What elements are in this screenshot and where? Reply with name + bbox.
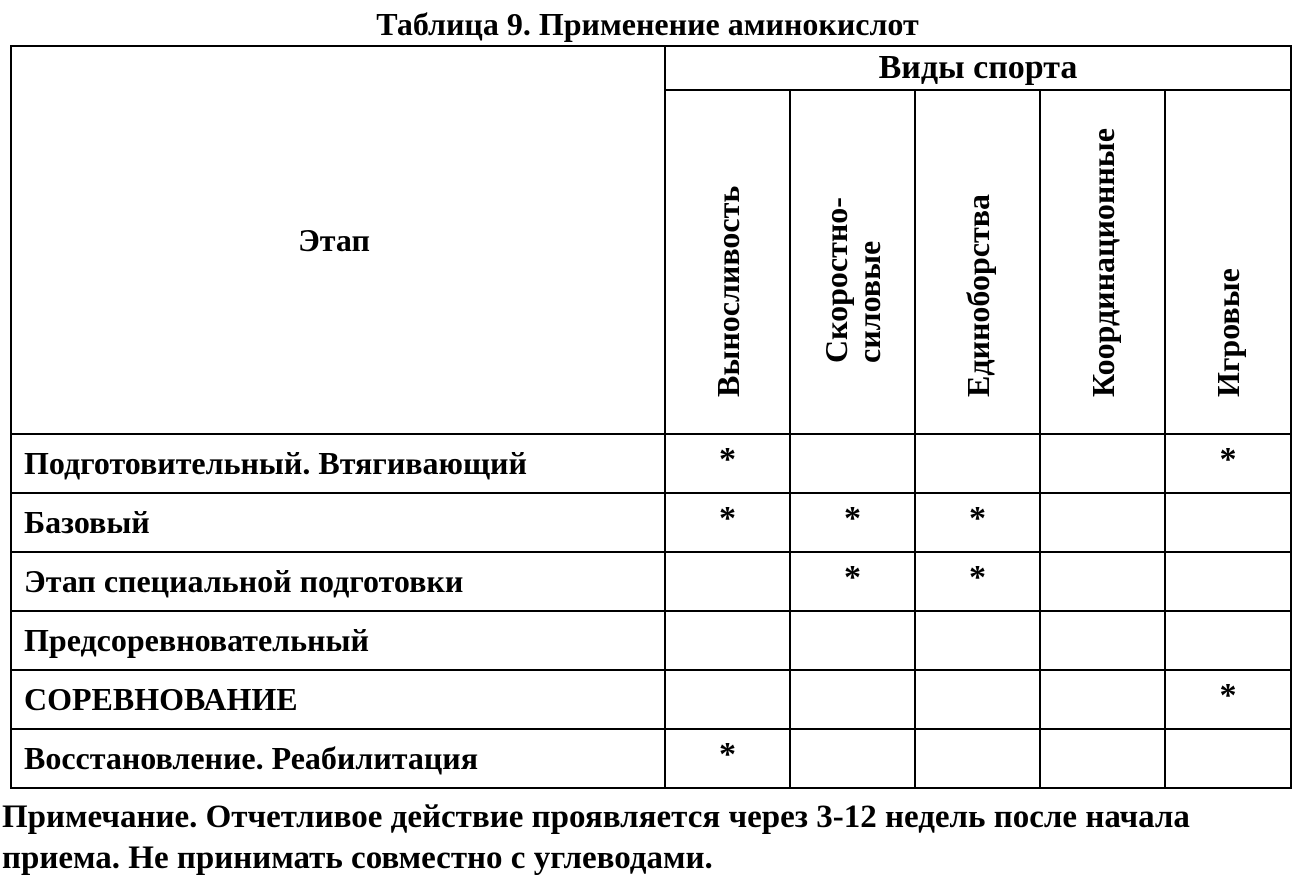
table-cell — [1040, 729, 1165, 788]
table-cell — [915, 729, 1040, 788]
asterisk-mark: * — [844, 558, 861, 596]
asterisk-mark: * — [1219, 440, 1237, 478]
stage-label: Восстановление. Реабилитация — [11, 729, 665, 788]
sport-header-label: Единоборства — [959, 194, 996, 397]
table-row — [11, 611, 1291, 670]
table-cell — [790, 552, 915, 611]
asterisk-mark: * — [719, 499, 736, 537]
sport-header-martial-arts — [915, 90, 1040, 434]
table-cell — [1165, 552, 1291, 611]
table-cell — [790, 670, 915, 729]
table-cell — [790, 493, 915, 552]
table-cell — [790, 434, 915, 493]
stage-label: СОРЕВНОВАНИЕ — [11, 670, 665, 729]
table-cell — [915, 434, 1040, 493]
sport-header-endurance — [665, 90, 790, 434]
table-cell — [665, 729, 790, 788]
table-cell — [915, 611, 1040, 670]
asterisk-mark: * — [1219, 676, 1237, 714]
sport-header-label — [817, 113, 887, 363]
table-row — [11, 670, 1291, 729]
table-cell — [665, 434, 790, 493]
table-cell — [665, 552, 790, 611]
asterisk-mark: * — [844, 499, 861, 537]
stage-label: Базовый — [11, 493, 665, 552]
stage-label: Предсоревновательный — [11, 611, 665, 670]
table-cell — [665, 670, 790, 729]
table-cell — [665, 493, 790, 552]
stage-label: Этап специальной подготовки — [11, 552, 665, 611]
table-cell — [665, 611, 790, 670]
table-cell — [1165, 434, 1291, 493]
table-cell — [1040, 670, 1165, 729]
stage-column-header: Этап — [11, 46, 665, 434]
asterisk-mark: * — [719, 735, 736, 773]
sport-header-games — [1165, 90, 1291, 434]
sport-header-label: Выносливость — [709, 185, 746, 397]
table-row — [11, 552, 1291, 611]
table-cell — [1040, 434, 1165, 493]
table-cell — [1040, 552, 1165, 611]
table-cell — [790, 729, 915, 788]
asterisk-mark: * — [969, 499, 986, 537]
table-cell — [1165, 729, 1291, 788]
amino-acid-table — [10, 45, 1292, 789]
table-row — [11, 434, 1291, 493]
table-row — [11, 493, 1291, 552]
sport-header-label: Координационные — [1084, 128, 1121, 397]
sport-header-line: силовые — [850, 240, 887, 363]
table-cell — [790, 611, 915, 670]
table-cell — [1040, 493, 1165, 552]
table-row — [11, 729, 1291, 788]
asterisk-mark: * — [969, 558, 986, 596]
table-cell — [1165, 611, 1291, 670]
table-cell — [915, 493, 1040, 552]
sport-header-coordination — [1040, 90, 1165, 434]
table-cell — [1165, 493, 1291, 552]
sport-header-speed-strength — [790, 90, 915, 434]
table-title: Таблица 9. Применение аминокислот — [376, 6, 919, 42]
table-cell — [1040, 611, 1165, 670]
table-cell — [915, 670, 1040, 729]
sports-group-header: Виды спорта — [665, 46, 1291, 90]
table-cell — [915, 552, 1040, 611]
table-note: Примечание. Отчетливое действие проявляется через 3-12 недель после начала приема. Не принимать совместно с углеводами. — [2, 799, 1190, 876]
asterisk-mark: * — [719, 440, 736, 478]
sport-header-line: Скоростно- — [817, 197, 854, 363]
table-body — [11, 434, 1291, 788]
stage-label: Подготовительный. Втягивающий — [11, 434, 665, 493]
sport-header-label: Игровые — [1210, 268, 1246, 397]
table-cell — [1165, 670, 1291, 729]
